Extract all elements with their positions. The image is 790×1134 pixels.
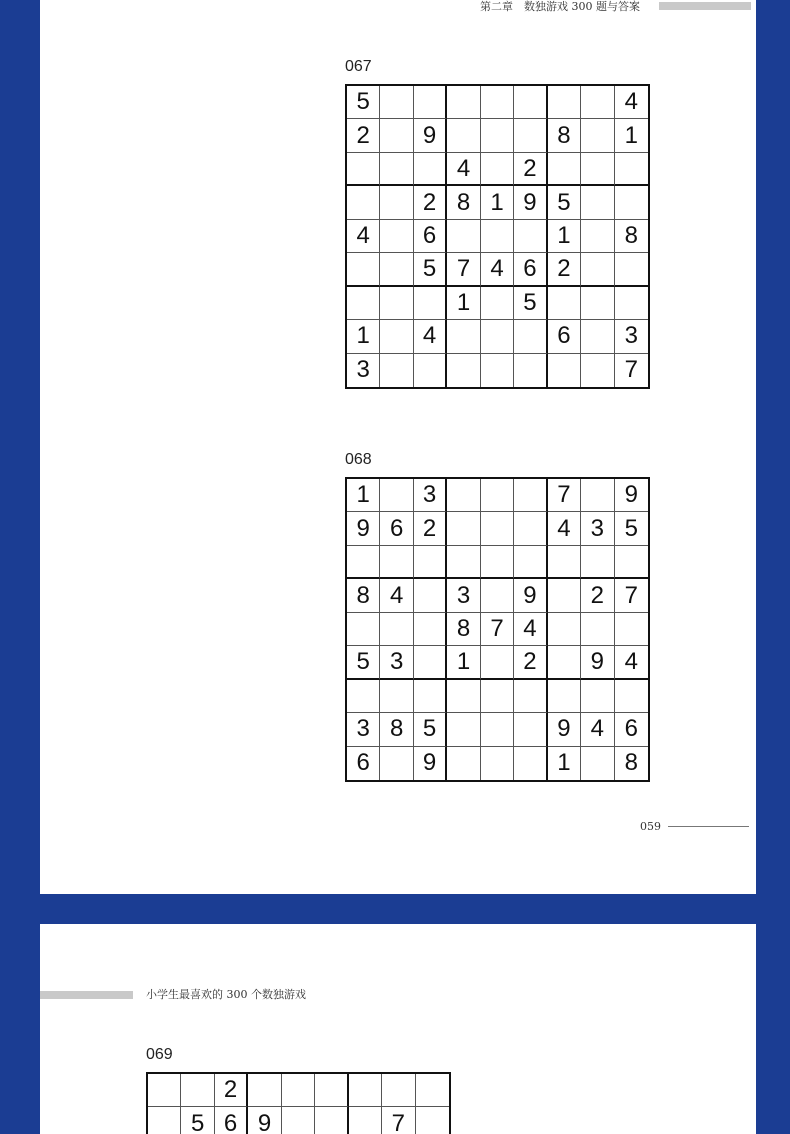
sudoku-cell: 7 (624, 356, 638, 384)
sudoku-cell (481, 220, 514, 253)
sudoku-cell (380, 253, 413, 286)
sudoku-cell: 7 (481, 613, 514, 646)
sudoku-cell (181, 1074, 214, 1107)
sudoku-cell (414, 613, 447, 646)
sudoku-cell (447, 713, 480, 746)
sudoku-cell: 9 (248, 1107, 281, 1134)
sudoku-cell: 9 (548, 713, 581, 746)
sudoku-cell: 3 (414, 479, 447, 512)
sudoku-cell (481, 713, 514, 746)
sudoku-cell (615, 613, 648, 646)
sudoku-cell: 9 (514, 186, 547, 219)
sudoku-cell (514, 354, 547, 387)
sudoku-cell (447, 680, 480, 713)
sudoku-grid (345, 84, 650, 389)
sudoku-cell (447, 747, 480, 780)
page-number: 059 (640, 820, 661, 833)
sudoku-cell: 3 (347, 354, 380, 387)
puzzle-label: 068 (345, 451, 372, 468)
sudoku-cell (481, 646, 514, 679)
sudoku-cell: 4 (581, 713, 614, 746)
sudoku-cell (380, 546, 413, 579)
sudoku-cell: 8 (624, 749, 638, 777)
sudoku-cell (581, 479, 614, 512)
sudoku-cell (414, 546, 447, 579)
sudoku-cell: 3 (581, 512, 614, 545)
sudoku-cell (581, 354, 614, 387)
sudoku-cell: 8 (380, 713, 413, 746)
sudoku-cell (581, 253, 614, 286)
sudoku-cell (447, 354, 480, 387)
sudoku-cell (481, 86, 514, 119)
sudoku-cell (315, 1074, 348, 1107)
sudoku-cell (380, 220, 413, 253)
sudoku-cell (481, 512, 514, 545)
sudoku-cell (548, 680, 581, 713)
sudoku-cell (347, 253, 380, 286)
sudoku-cell (514, 220, 547, 253)
sudoku-cell (514, 119, 547, 152)
sudoku-cell: 3 (447, 579, 480, 612)
sudoku-cell (347, 186, 380, 219)
sudoku-cell (380, 153, 413, 186)
sudoku-cell (514, 680, 547, 713)
sudoku-cell (514, 86, 547, 119)
book-page-next (40, 924, 756, 1134)
sudoku-cell (447, 546, 480, 579)
sudoku-cell: 5 (347, 86, 380, 119)
sudoku-cell: 8 (447, 613, 480, 646)
sudoku-cell (380, 354, 413, 387)
sudoku-cell: 3 (347, 713, 380, 746)
sudoku-cell: 3 (380, 646, 413, 679)
sudoku-cell: 4 (548, 512, 581, 545)
book-title-header: 小学生最喜欢的 300 个数独游戏 (146, 988, 306, 1001)
sudoku-cell (514, 479, 547, 512)
sudoku-cell: 9 (581, 646, 614, 679)
book-page-059 (40, 0, 756, 894)
header-bar (40, 991, 133, 999)
sudoku-cell: 1 (447, 287, 480, 320)
sudoku-cell (481, 119, 514, 152)
sudoku-cell: 4 (615, 86, 648, 119)
sudoku-cell (581, 86, 614, 119)
sudoku-cell (447, 220, 480, 253)
sudoku-cell: 4 (615, 646, 648, 679)
sudoku-cell: 8 (347, 579, 380, 612)
sudoku-cell (282, 1074, 315, 1107)
sudoku-cell (481, 546, 514, 579)
sudoku-cell (581, 680, 614, 713)
sudoku-cell: 7 (548, 479, 581, 512)
sudoku-cell: 1 (481, 186, 514, 219)
sudoku-cell (581, 153, 614, 186)
puzzle-label: 067 (345, 58, 372, 75)
sudoku-cell: 5 (615, 512, 648, 545)
sudoku-cell (581, 119, 614, 152)
sudoku-cell: 9 (514, 579, 547, 612)
sudoku-cell (447, 512, 480, 545)
sudoku-cell (414, 579, 447, 612)
sudoku-cell: 8 (447, 186, 480, 219)
sudoku-cell (581, 220, 614, 253)
sudoku-cell (414, 680, 447, 713)
sudoku-cell (380, 119, 413, 152)
sudoku-cell (349, 1074, 382, 1107)
sudoku-cell (414, 354, 447, 387)
sudoku-cell: 6 (615, 713, 648, 746)
sudoku-cell (380, 747, 413, 780)
sudoku-cell (548, 579, 581, 612)
sudoku-cell: 8 (615, 220, 648, 253)
sudoku-cell (481, 680, 514, 713)
sudoku-cell: 2 (414, 186, 447, 219)
sudoku-cell (481, 747, 514, 780)
sudoku-cell: 6 (514, 253, 547, 286)
sudoku-cell (514, 713, 547, 746)
sudoku-cell (481, 579, 514, 612)
sudoku-cell (581, 320, 614, 353)
sudoku-cell: 7 (382, 1107, 415, 1134)
sudoku-cell (548, 287, 581, 320)
sudoku-grid (146, 1072, 451, 1134)
sudoku-cell (581, 287, 614, 320)
sudoku-cell: 6 (414, 220, 447, 253)
sudoku-cell (615, 546, 648, 579)
sudoku-cell (548, 153, 581, 186)
sudoku-cell (414, 86, 447, 119)
sudoku-cell (514, 320, 547, 353)
sudoku-cell (615, 287, 648, 320)
sudoku-cell (581, 747, 614, 780)
sudoku-cell: 4 (481, 253, 514, 286)
sudoku-cell (380, 186, 413, 219)
sudoku-cell: 9 (414, 747, 447, 780)
sudoku-cell (380, 680, 413, 713)
sudoku-cell (548, 546, 581, 579)
sudoku-cell (514, 546, 547, 579)
sudoku-cell (380, 287, 413, 320)
sudoku-cell: 2 (514, 153, 547, 186)
sudoku-cell: 8 (548, 119, 581, 152)
sudoku-cell (447, 479, 480, 512)
sudoku-cell (347, 680, 380, 713)
sudoku-cell (548, 646, 581, 679)
sudoku-cell (581, 186, 614, 219)
sudoku-cell: 6 (347, 747, 380, 780)
sudoku-cell (382, 1074, 415, 1107)
sudoku-cell: 4 (514, 613, 547, 646)
sudoku-cell (447, 119, 480, 152)
sudoku-cell: 5 (548, 186, 581, 219)
sudoku-cell: 3 (615, 320, 648, 353)
sudoku-cell: 6 (380, 512, 413, 545)
sudoku-cell (347, 287, 380, 320)
sudoku-cell (481, 479, 514, 512)
sudoku-cell: 4 (414, 320, 447, 353)
sudoku-cell (282, 1107, 315, 1134)
sudoku-cell (514, 512, 547, 545)
sudoku-cell: 2 (215, 1074, 248, 1107)
sudoku-cell: 1 (615, 119, 648, 152)
chapter-header: 第二章 数独游戏 300 题与答案 (480, 0, 640, 13)
sudoku-cell: 5 (414, 253, 447, 286)
sudoku-cell: 2 (581, 579, 614, 612)
sudoku-cell: 9 (414, 119, 447, 152)
sudoku-cell: 4 (447, 153, 480, 186)
sudoku-cell (315, 1107, 348, 1134)
sudoku-cell: 9 (347, 512, 380, 545)
sudoku-cell: 4 (380, 579, 413, 612)
sudoku-cell (481, 287, 514, 320)
sudoku-cell (615, 186, 648, 219)
sudoku-cell (414, 153, 447, 186)
sudoku-cell (380, 320, 413, 353)
sudoku-cell: 1 (347, 320, 380, 353)
sudoku-cell (481, 153, 514, 186)
sudoku-cell (148, 1074, 181, 1107)
sudoku-cell (581, 613, 614, 646)
sudoku-cell: 2 (514, 646, 547, 679)
sudoku-cell (347, 546, 380, 579)
sudoku-cell: 7 (615, 579, 648, 612)
sudoku-cell (481, 354, 514, 387)
sudoku-cell: 5 (347, 646, 380, 679)
sudoku-cell (615, 253, 648, 286)
sudoku-cell (380, 613, 413, 646)
header-bar (659, 2, 751, 10)
sudoku-grid (345, 477, 650, 782)
sudoku-cell (416, 1074, 449, 1107)
sudoku-cell: 5 (414, 713, 447, 746)
sudoku-cell (615, 153, 648, 186)
sudoku-cell (447, 86, 480, 119)
sudoku-cell: 2 (548, 253, 581, 286)
sudoku-cell (615, 680, 648, 713)
sudoku-cell (148, 1107, 181, 1134)
sudoku-cell (447, 320, 480, 353)
sudoku-cell (581, 546, 614, 579)
sudoku-cell: 2 (347, 119, 380, 152)
sudoku-cell (548, 354, 581, 387)
page-number-rule (668, 826, 749, 827)
sudoku-cell (380, 479, 413, 512)
sudoku-cell: 5 (181, 1107, 214, 1134)
sudoku-cell (514, 747, 547, 780)
sudoku-cell: 6 (548, 320, 581, 353)
sudoku-cell: 1 (347, 479, 380, 512)
sudoku-cell (548, 613, 581, 646)
sudoku-cell: 9 (615, 479, 648, 512)
sudoku-cell: 6 (215, 1107, 248, 1134)
sudoku-cell (414, 646, 447, 679)
sudoku-cell (548, 86, 581, 119)
sudoku-cell (347, 613, 380, 646)
sudoku-cell (380, 86, 413, 119)
sudoku-cell (416, 1107, 449, 1134)
sudoku-cell: 4 (347, 220, 380, 253)
sudoku-cell (349, 1107, 382, 1134)
puzzle-label: 069 (146, 1046, 173, 1063)
sudoku-cell: 1 (548, 747, 581, 780)
sudoku-cell (347, 153, 380, 186)
sudoku-cell (414, 287, 447, 320)
sudoku-cell: 2 (414, 512, 447, 545)
sudoku-cell: 1 (548, 220, 581, 253)
sudoku-cell: 7 (447, 253, 480, 286)
sudoku-cell: 5 (514, 287, 547, 320)
sudoku-cell (481, 320, 514, 353)
sudoku-cell (248, 1074, 281, 1107)
sudoku-cell: 1 (447, 646, 480, 679)
